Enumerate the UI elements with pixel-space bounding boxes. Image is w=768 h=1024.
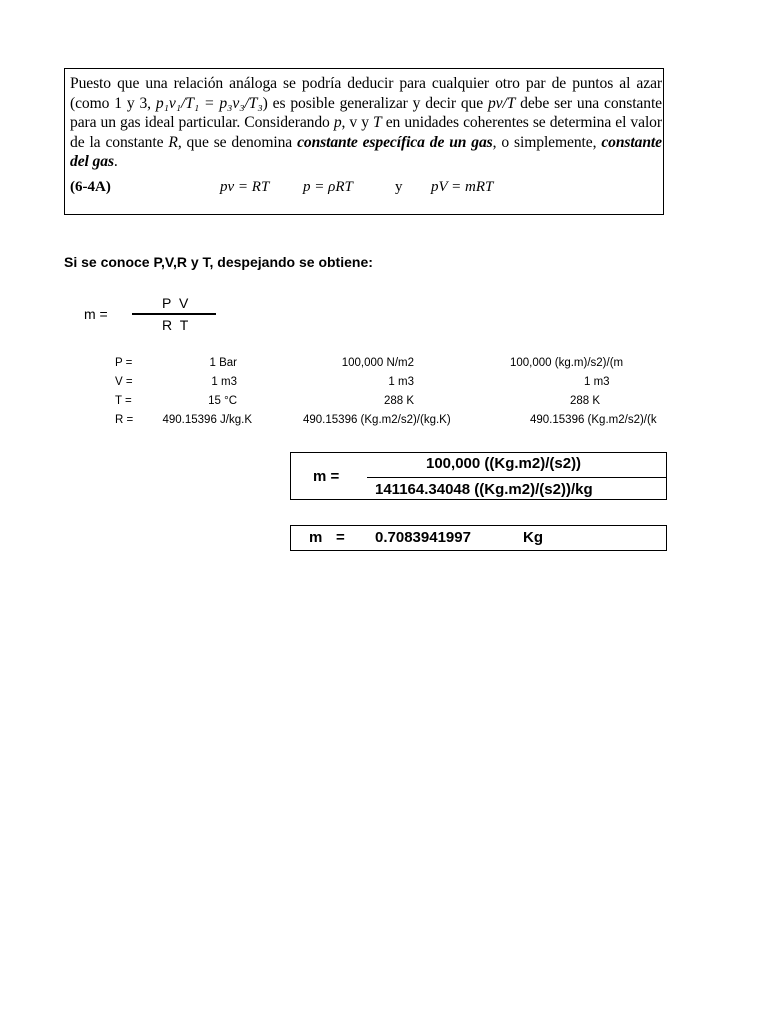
cell-value: 100,000 (kg.m)/s2)/(m xyxy=(510,357,624,369)
result-numerator: 100,000 ((Kg.m2)/(s2)) xyxy=(426,455,582,472)
cell-value: 490.15396 (Kg.m2/s2)/(k xyxy=(530,414,657,426)
row-label: P = xyxy=(115,357,133,369)
cell-value: 1 Bar xyxy=(209,357,237,369)
cell-value: 1 m3 xyxy=(584,376,610,388)
intro-text: Si se conoce P,V,R y T, despejando se obtiene: xyxy=(64,254,373,270)
cell-value: 490.15396 J/kg.K xyxy=(162,414,252,426)
final-unit: Kg xyxy=(523,529,543,546)
cell-value: 288 K xyxy=(570,395,601,407)
equation-conjunction: y xyxy=(395,179,403,195)
fraction-bar xyxy=(132,313,216,315)
result-lhs: m = xyxy=(313,468,340,485)
final-lhs: m xyxy=(309,529,323,546)
equation-number: (6-4A) xyxy=(70,179,111,195)
equation-pv-rt: pv = RT xyxy=(220,179,270,195)
row-label: T = xyxy=(115,395,132,407)
final-value: 0.7083941997 xyxy=(375,529,471,546)
cell-value: 490.15396 (Kg.m2/s2)/(kg.K) xyxy=(303,414,451,426)
equation-pv-mrt: pV = mRT xyxy=(431,179,494,195)
row-label: R = xyxy=(115,414,134,426)
formula-denominator: R T xyxy=(162,317,191,333)
cell-value: 1 m3 xyxy=(211,376,237,388)
equation-p-rhort: p = ρRT xyxy=(303,179,353,195)
cell-value: 1 m3 xyxy=(388,376,414,388)
formula-lhs: m = xyxy=(84,306,108,322)
fraction-bar xyxy=(367,477,667,478)
row-label: V = xyxy=(115,376,133,388)
final-equals: = xyxy=(336,529,345,546)
formula-numerator: P V xyxy=(162,295,191,311)
textbook-paragraph: Puesto que una relación análoga se podría deducir para cualquier otro par de puntos al azar (como 1 y 3, p₁v₁/T₁ = p₃v₃/T₃) es posible generalizar y decir que pv/T debe ser una constante para un gas ideal particular. Considerando p, v y T en unidades coherentes se determina el valor de la constante R, que se denomina constante específica de un gas, o simplemente, constante del gas. xyxy=(70,75,663,170)
cell-value: 15 °C xyxy=(208,395,237,407)
textbook-excerpt-box xyxy=(64,68,664,215)
result-denominator: 141164.34048 ((Kg.m2)/(s2))/kg xyxy=(375,481,593,498)
cell-value: 100,000 N/m2 xyxy=(341,357,414,369)
result-fraction-box xyxy=(290,452,667,500)
cell-value: 288 K xyxy=(383,395,414,407)
final-result-box xyxy=(290,525,667,551)
